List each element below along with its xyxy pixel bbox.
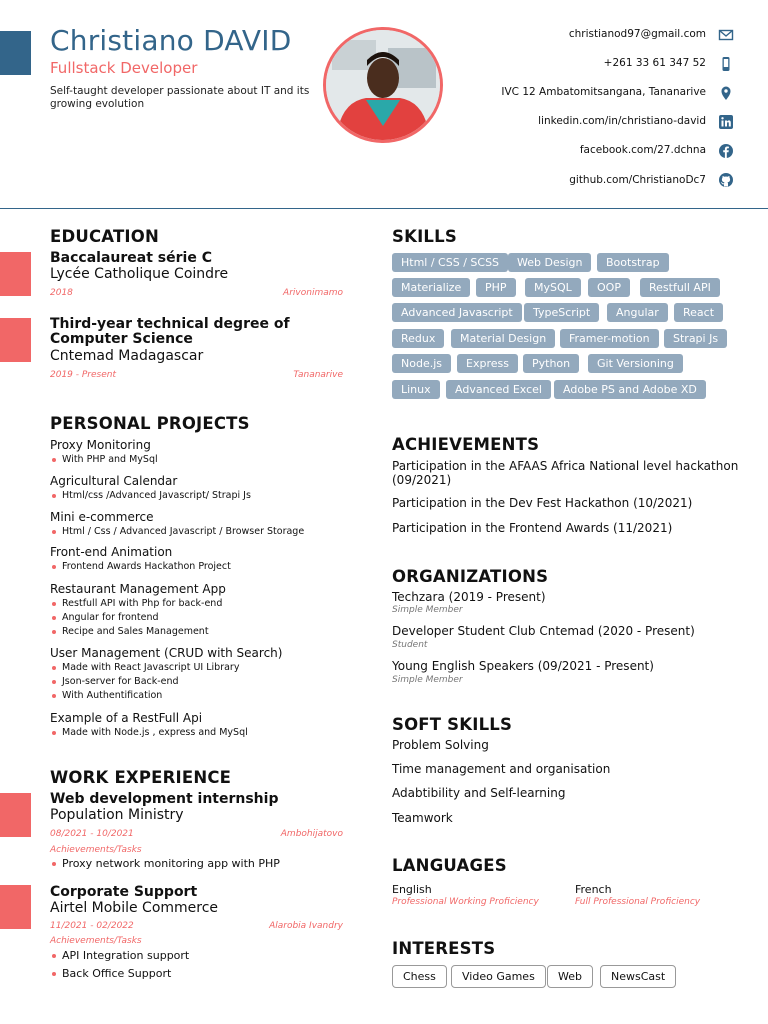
contact-email[interactable]: christianod97@gmail.com bbox=[568, 28, 706, 40]
project-detail: Angular for frontend bbox=[50, 612, 159, 623]
interests-heading: INTERESTS bbox=[392, 939, 496, 958]
language-level: Professional Working Proficiency bbox=[392, 897, 539, 907]
skill-chip: Advanced Excel bbox=[446, 380, 551, 399]
skill-chip: Linux bbox=[392, 380, 440, 399]
job-title: Corporate Support bbox=[50, 884, 198, 900]
skill-chip: Adobe PS and Adobe XD bbox=[554, 380, 706, 399]
projects-heading: PERSONAL PROJECTS bbox=[50, 414, 250, 433]
profile-photo bbox=[323, 27, 443, 143]
job-date: 08/2021 - 10/2021 bbox=[50, 829, 134, 839]
project-detail: Recipe and Sales Management bbox=[50, 626, 209, 637]
organization-role: Student bbox=[392, 640, 428, 650]
job-title: Web development internship bbox=[50, 791, 279, 807]
achievements-heading: ACHIEVEMENTS bbox=[392, 435, 540, 454]
job-tasks-label: Achievements/Tasks bbox=[50, 936, 142, 946]
skill-chip: Node.js bbox=[392, 354, 451, 373]
project-detail: With PHP and MySql bbox=[50, 454, 158, 465]
phone-icon bbox=[718, 56, 734, 72]
skill-chip: MySQL bbox=[525, 278, 581, 297]
project-name: Front-end Animation bbox=[50, 545, 173, 559]
organization-name: Developer Student Club Cntemad (2020 - Present) bbox=[392, 624, 695, 638]
contact-github[interactable]: github.com/ChristianoDc7 bbox=[569, 174, 706, 186]
skill-chip: Express bbox=[457, 354, 518, 373]
work-accent-1 bbox=[0, 793, 31, 837]
skill-chip: Framer-motion bbox=[560, 329, 659, 348]
job-tasks-label: Achievements/Tasks bbox=[50, 845, 142, 855]
interest-tag: NewsCast bbox=[600, 965, 676, 988]
job-company: Population Ministry bbox=[50, 807, 184, 823]
skill-chip: Advanced Javascript bbox=[392, 303, 522, 322]
job-place: Alarobia Ivandry bbox=[269, 921, 343, 931]
interest-tag: Web bbox=[547, 965, 593, 988]
facebook-icon bbox=[718, 143, 734, 159]
education-accent-1 bbox=[0, 252, 31, 296]
education-heading: EDUCATION bbox=[50, 227, 159, 246]
soft-skills-heading: SOFT SKILLS bbox=[392, 715, 513, 734]
skill-chip: Restfull API bbox=[640, 278, 720, 297]
organization-role: Simple Member bbox=[392, 675, 463, 685]
achievement-item: Participation in the Dev Fest Hackathon (10/2021) bbox=[392, 496, 693, 510]
language-name: French bbox=[575, 883, 612, 896]
organization-name: Young English Speakers (09/2021 - Present) bbox=[392, 659, 654, 673]
job-task: API Integration support bbox=[50, 949, 189, 962]
work-accent-2 bbox=[0, 885, 31, 929]
skill-chip: Web Design bbox=[508, 253, 591, 272]
education-school: Lycée Catholique Coindre bbox=[50, 266, 229, 282]
job-task: Back Office Support bbox=[50, 967, 171, 980]
skill-chip: Redux bbox=[392, 329, 444, 348]
skill-chip: Html / CSS / SCSS bbox=[392, 253, 508, 272]
education-accent-2 bbox=[0, 318, 31, 362]
contact-facebook[interactable]: facebook.com/27.dchna bbox=[579, 144, 706, 156]
achievement-item: Participation in the Frontend Awards (11/2021) bbox=[392, 521, 673, 535]
project-name: Proxy Monitoring bbox=[50, 438, 151, 452]
education-degree: Baccalaureat série C bbox=[50, 250, 212, 266]
skill-chip: Materialize bbox=[392, 278, 470, 297]
skill-chip: Python bbox=[523, 354, 579, 373]
organization-name: Techzara (2019 - Present) bbox=[392, 590, 546, 604]
contact-linkedin[interactable]: linkedin.com/in/christiano-david bbox=[538, 115, 706, 127]
skill-chip: Bootstrap bbox=[597, 253, 669, 272]
education-place: Arivonimamo bbox=[283, 288, 343, 298]
organization-role: Simple Member bbox=[392, 605, 463, 615]
contact-address: IVC 12 Ambatomitsangana, Tananarive bbox=[501, 86, 706, 98]
soft-skill-item: Teamwork bbox=[392, 811, 453, 825]
job-task: Proxy network monitoring app with PHP bbox=[50, 857, 280, 870]
soft-skill-item: Adabtibility and Self-learning bbox=[392, 786, 566, 800]
skill-chip: Material Design bbox=[451, 329, 555, 348]
project-detail: Frontend Awards Hackathon Project bbox=[50, 561, 231, 572]
skills-heading: SKILLS bbox=[392, 227, 457, 246]
project-detail: Html/css /Advanced Javascript/ Strapi Js bbox=[50, 490, 251, 501]
project-detail: With Authentification bbox=[50, 690, 162, 701]
work-heading: WORK EXPERIENCE bbox=[50, 768, 232, 787]
language-level: Full Professional Proficiency bbox=[575, 897, 701, 907]
soft-skill-item: Problem Solving bbox=[392, 738, 489, 752]
language-name: English bbox=[392, 883, 432, 896]
candidate-bio: Self-taught developer passionate about IT and its growing evolution bbox=[50, 85, 310, 110]
interest-tag: Video Games bbox=[451, 965, 546, 988]
project-detail: Made with React Javascript UI Library bbox=[50, 662, 239, 673]
skill-chip: Strapi Js bbox=[664, 329, 727, 348]
languages-heading: LANGUAGES bbox=[392, 856, 507, 875]
education-place: Tananarive bbox=[293, 370, 343, 380]
skill-chip: PHP bbox=[476, 278, 516, 297]
project-detail: Json-server for Back-end bbox=[50, 676, 179, 687]
education-date: 2018 bbox=[50, 288, 73, 298]
envelope-icon bbox=[718, 27, 734, 43]
header-accent-bar bbox=[0, 31, 31, 75]
header-divider bbox=[0, 208, 768, 209]
skill-chip: Angular bbox=[607, 303, 668, 322]
project-detail: Html / Css / Advanced Javascript / Browser Storage bbox=[50, 526, 304, 537]
project-name: Agricultural Calendar bbox=[50, 474, 178, 488]
project-name: Mini e-commerce bbox=[50, 510, 154, 524]
achievement-item: Participation in the AFAAS Africa National level hackathon (09/2021) bbox=[392, 459, 739, 487]
job-date: 11/2021 - 02/2022 bbox=[50, 921, 134, 931]
education-degree: Third-year technical degree of Computer Science bbox=[50, 316, 290, 347]
project-detail: Restfull API with Php for back-end bbox=[50, 598, 222, 609]
project-name: Example of a RestFull Api bbox=[50, 711, 203, 725]
contact-phone[interactable]: +261 33 61 347 52 bbox=[603, 57, 706, 69]
map-pin-icon bbox=[718, 85, 734, 101]
skill-chip: TypeScript bbox=[524, 303, 599, 322]
job-company: Airtel Mobile Commerce bbox=[50, 900, 219, 916]
interest-tag: Chess bbox=[392, 965, 447, 988]
project-detail: Made with Node.js , express and MySql bbox=[50, 727, 248, 738]
linkedin-icon bbox=[718, 114, 734, 130]
soft-skill-item: Time management and organisation bbox=[392, 762, 611, 776]
github-icon bbox=[718, 172, 734, 188]
skill-chip: OOP bbox=[588, 278, 630, 297]
candidate-name: Christiano DAVID bbox=[50, 24, 292, 57]
skill-chip: React bbox=[674, 303, 723, 322]
candidate-role: Fullstack Developer bbox=[50, 59, 198, 77]
job-place: Ambohijatovo bbox=[280, 829, 343, 839]
education-date: 2019 - Present bbox=[50, 370, 116, 380]
project-name: Restaurant Management App bbox=[50, 582, 226, 596]
skill-chip: Git Versioning bbox=[588, 354, 683, 373]
organizations-heading: ORGANIZATIONS bbox=[392, 567, 549, 586]
education-school: Cntemad Madagascar bbox=[50, 348, 204, 364]
project-name: User Management (CRUD with Search) bbox=[50, 646, 283, 660]
